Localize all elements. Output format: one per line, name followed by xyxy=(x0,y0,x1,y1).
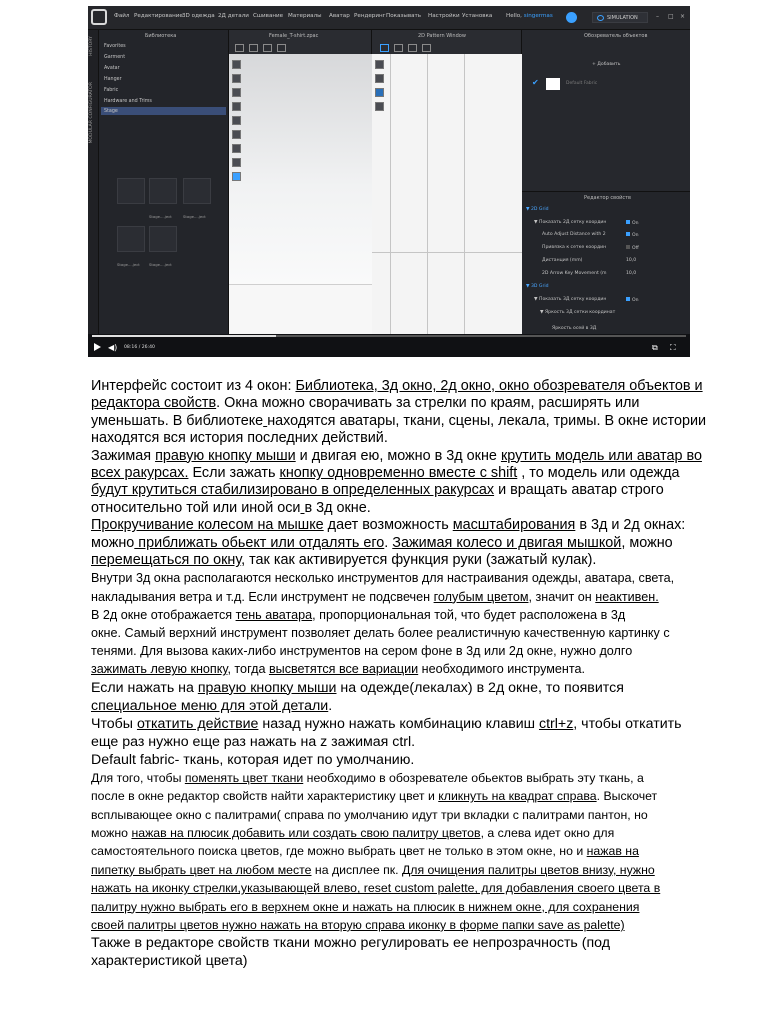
3d-toolbar xyxy=(229,30,371,54)
simulation-button[interactable]: SIMULATION xyxy=(592,12,648,23)
modular-configurator-tab[interactable]: MODULAR CONFIGURATOR xyxy=(89,82,94,144)
prop-row: ▼ Яркость 3Д сетки координат xyxy=(540,310,616,315)
text-line xyxy=(91,787,739,805)
underlined-text: высветятся все вариации xyxy=(268,662,419,677)
3d-window[interactable] xyxy=(229,30,372,348)
play-icon[interactable] xyxy=(94,343,101,351)
text-line xyxy=(91,879,739,897)
paragraph xyxy=(91,448,739,518)
text-line xyxy=(91,569,739,587)
2d-viewport[interactable] xyxy=(372,54,522,348)
text-line xyxy=(91,751,739,769)
text-run: в 3д окне. xyxy=(304,499,371,516)
underlined-text: кликнуть на квадрат справа xyxy=(438,789,597,804)
underlined-text: пипетку выбрать цвет на любом месте xyxy=(91,862,312,877)
prop-row: Auto Adjust Distance with 2 xyxy=(542,232,606,237)
text-line xyxy=(91,916,739,934)
text-run: . xyxy=(384,534,393,551)
2d-window[interactable] xyxy=(372,30,522,348)
library-selection-highlight xyxy=(101,107,226,115)
text-line xyxy=(91,624,739,642)
2d-window-title: 2D Pattern Window xyxy=(418,33,466,39)
menu-render[interactable]: Рендеринг xyxy=(354,13,386,19)
pip-icon[interactable]: ⧉ xyxy=(652,343,658,352)
prop-value[interactable]: On xyxy=(626,297,639,303)
text-line xyxy=(91,552,739,569)
text-run: . Выскочет xyxy=(596,789,658,804)
prop-row: 2D Arrow Key Movement (m xyxy=(542,271,607,276)
paragraph xyxy=(91,517,739,569)
prop-value[interactable]: On xyxy=(626,220,639,226)
underlined-text: нажав на плюсик добавить или создать свою палитру цветов xyxy=(131,825,481,840)
text-line xyxy=(91,395,739,412)
text-line xyxy=(91,934,739,952)
library-thumbnail[interactable] xyxy=(149,226,177,252)
underlined-text: зажимать левую кнопку xyxy=(91,662,228,677)
thumbnail-label: Stage....ject xyxy=(149,262,172,267)
menu-bar xyxy=(88,6,690,30)
user-greeting: Hello, singermas xyxy=(506,13,553,19)
text-run: уменьшать. В библиотеке xyxy=(91,412,264,429)
maximize-icon[interactable]: □ xyxy=(668,13,674,20)
library-item[interactable]: Hanger xyxy=(104,77,122,82)
text-run: Если нажать на xyxy=(91,679,198,696)
library-panel xyxy=(99,30,229,348)
text-run: Для того, чтобы xyxy=(91,770,185,785)
text-line xyxy=(91,448,739,465)
text-run: можно xyxy=(91,534,135,551)
prop-value[interactable]: 10,0 xyxy=(626,258,637,263)
text-line xyxy=(91,465,739,482)
prop-section[interactable]: ▼ 3D Grid xyxy=(526,284,549,289)
tool-icon[interactable] xyxy=(394,44,403,52)
prop-section[interactable]: ▼ 2D Grid xyxy=(526,207,549,212)
text-run: , значит он xyxy=(528,589,596,604)
menu-avatar[interactable]: Аватар xyxy=(329,13,350,19)
paragraph xyxy=(91,934,739,970)
library-item[interactable]: Fabric xyxy=(104,88,119,93)
thumbnail-label: Stage....ject xyxy=(183,214,206,219)
prop-row: ▼ Показать 3Д сетку координ xyxy=(534,297,607,302)
2d-tool-icon[interactable] xyxy=(375,60,384,69)
underlined-text: будут крутиться стабилизировано в определенных ракурсах xyxy=(91,482,495,499)
video-screenshot xyxy=(88,6,690,357)
library-item[interactable]: Garment xyxy=(104,55,126,60)
tool-icon[interactable] xyxy=(232,158,241,167)
underlined-text: приближать обьект или отдалять его xyxy=(134,534,385,551)
menu-display[interactable]: Показывать xyxy=(386,13,422,19)
checkbox-icon[interactable] xyxy=(626,232,630,236)
text-run: относительно той или иной оси xyxy=(91,499,301,516)
underlined-text: масштабирования xyxy=(452,517,576,534)
library-thumbnail[interactable] xyxy=(117,178,145,204)
text-line xyxy=(91,378,739,395)
text-line xyxy=(91,715,739,733)
2d-tool-icon[interactable] xyxy=(375,102,384,111)
grid-line xyxy=(464,54,465,348)
text-line xyxy=(91,679,739,697)
fullscreen-icon[interactable]: ⛶ xyxy=(670,343,676,352)
prop-row: Дистанция (mm) xyxy=(542,258,583,263)
prop-value[interactable]: 10,0 xyxy=(626,271,637,276)
underlined-text: правую кнопку мыши xyxy=(197,679,337,696)
menu-settings[interactable]: Настройки xyxy=(428,13,460,19)
object-browser-panel xyxy=(522,30,690,192)
library-item[interactable]: Stage xyxy=(104,109,118,114)
underlined-text: откатить действие xyxy=(136,715,259,732)
underlined-text: своей палитры цветов нужно нажать на вторую справа иконку в форме папки save as palette) xyxy=(91,917,625,932)
underlined-text: Для очищения палитры цветов внизу, нужно xyxy=(401,862,655,877)
grid-line xyxy=(427,54,428,348)
fabric-name[interactable]: Default Fabric xyxy=(566,81,598,86)
text-run: на дисплее пк. xyxy=(311,862,402,877)
text-run: Если зажать xyxy=(188,465,280,482)
3d-viewport[interactable] xyxy=(229,54,372,348)
grid-line xyxy=(390,54,391,348)
menu-sewing[interactable]: Сшивание xyxy=(253,13,284,19)
tool-icon[interactable] xyxy=(232,144,241,153)
underlined-text: правую кнопку мыши xyxy=(155,447,296,464)
text-line xyxy=(91,861,739,879)
thumbnail-label: Stage....ject xyxy=(149,214,172,219)
text-run: Внутри 3д окна располагаются несколько инструментов для настраивания одежды, аватара, света, xyxy=(91,571,675,586)
library-item[interactable]: Hardware and Trims xyxy=(104,99,152,104)
underlined-text: Прокручивание колесом на мышке xyxy=(91,517,324,534)
text-line xyxy=(91,535,739,552)
menu-2d-pattern[interactable]: 2Д детали xyxy=(218,13,249,19)
text-run: находятся вся история последних действий. xyxy=(91,430,388,447)
tool-icon[interactable] xyxy=(277,44,286,52)
property-editor-panel xyxy=(522,192,690,348)
2d-tool-icon[interactable] xyxy=(375,74,384,83)
grid-line xyxy=(372,252,522,253)
underlined-text: всех ракурсах. xyxy=(91,465,189,482)
text-run: можно xyxy=(91,825,132,840)
text-line xyxy=(91,482,739,499)
volume-icon[interactable]: ◀) xyxy=(108,343,118,352)
text-line xyxy=(91,500,739,517)
text-line xyxy=(91,733,739,751)
menu-file[interactable]: Файл xyxy=(114,13,130,19)
text-line xyxy=(91,952,739,970)
text-run: тенями. Для вызова каких-либо инструментов на сером фоне в 3д или 2д окне, нужно долго xyxy=(91,644,633,659)
text-line xyxy=(91,642,739,660)
video-player-bar xyxy=(88,334,690,357)
tool-icon[interactable] xyxy=(232,116,241,125)
text-run: , пропорциональная той, что будет расположена в 3д xyxy=(312,607,626,622)
library-item[interactable]: Avatar xyxy=(104,66,120,71)
text-run: еще раз нужно еще раз нажать на z зажимая ctrl. xyxy=(91,733,416,750)
text-line xyxy=(91,660,739,678)
library-thumbnail[interactable] xyxy=(117,226,145,252)
text-run: в 3д и 2д окнах: xyxy=(575,517,686,534)
tool-icon[interactable] xyxy=(422,44,431,52)
prop-value[interactable]: Off xyxy=(626,245,639,251)
menu-edit[interactable]: Редактирование xyxy=(134,13,183,19)
text-line xyxy=(91,430,739,447)
menu-3d-garment[interactable]: 3D одежда xyxy=(182,13,215,19)
tool-icon[interactable] xyxy=(232,172,241,181)
menu-install[interactable]: Установка xyxy=(462,13,493,19)
light-tool-icon[interactable] xyxy=(232,88,241,97)
wind-tool-icon[interactable] xyxy=(232,102,241,111)
text-run: находятся аватары, ткани, сцены, лекала, тримы. В окне истории xyxy=(267,412,707,429)
text-run: , то модель или одежда xyxy=(517,465,680,482)
text-run: Интерфейс состоит из 4 окон: xyxy=(91,378,296,394)
text-run: самостоятельного поиска цветов, где можно выбрать цвет не только в этом окне, но и xyxy=(91,844,587,859)
text-run: Зажимая xyxy=(91,447,156,464)
underlined-text: нажать на иконку стрелки,указывающей влево, reset custom palette, для добавления своего цвета в xyxy=(91,881,661,896)
close-icon[interactable]: × xyxy=(680,13,686,20)
text-run: и двигая ею, можно в 3д окне xyxy=(295,447,501,464)
underlined-text: нажав на xyxy=(586,844,639,859)
fabric-swatch[interactable] xyxy=(546,78,560,90)
text-run: , чтобы откатить xyxy=(573,715,682,732)
minimize-icon[interactable]: – xyxy=(656,13,659,20)
text-run: необходимого инструмента. xyxy=(418,662,586,677)
text-run: на одежде(лекалах) в 2д окне, то появится xyxy=(336,679,624,696)
text-run: . Окна можно сворачивать за стрелки по краям, расширять или xyxy=(216,395,640,412)
paragraph xyxy=(91,378,739,448)
property-editor-title: Редактор свойств xyxy=(584,195,631,201)
text-line xyxy=(91,806,739,824)
text-run: дает возможность xyxy=(323,517,453,534)
text-line xyxy=(91,588,739,606)
menu-materials[interactable]: Материалы xyxy=(288,13,322,19)
underlined-text: Зажимая колесо и двигая мышкой xyxy=(392,534,622,551)
3d-window-title: Female_T-shirt.zpac xyxy=(269,33,319,39)
text-run: , тогда xyxy=(227,662,269,677)
prop-value[interactable]: On xyxy=(626,232,639,238)
library-thumbnail[interactable] xyxy=(149,178,177,204)
text-line xyxy=(91,898,739,916)
paragraph xyxy=(91,679,739,769)
underlined-text: ctrl+z xyxy=(539,715,574,732)
app-logo-icon xyxy=(91,9,107,25)
prop-row: Яркость осей в 3Д xyxy=(552,326,597,331)
text-run: и вращать аватар строго xyxy=(494,482,664,499)
time-label: 08:16 / 26:40 xyxy=(124,345,155,350)
paragraph xyxy=(91,569,739,678)
text-run: характеристикой цвета) xyxy=(91,953,248,970)
document-body xyxy=(91,378,739,970)
render-tool-icon[interactable] xyxy=(232,60,241,69)
tool-icon[interactable] xyxy=(263,44,272,52)
tool-icon[interactable] xyxy=(249,44,258,52)
underlined-text: голубым цветом xyxy=(433,589,529,604)
underlined-text: перемещаться по окну xyxy=(91,552,242,569)
tool-icon[interactable] xyxy=(380,44,389,52)
text-line xyxy=(91,769,739,787)
tool-icon[interactable] xyxy=(232,130,241,139)
checkbox-icon[interactable] xyxy=(626,297,630,301)
text-line xyxy=(91,697,739,715)
text-line xyxy=(91,842,739,860)
text-run: Default fabric- ткань, которая идет по умолчанию. xyxy=(91,751,415,768)
prop-row: Привязка к сетке координ xyxy=(542,245,607,250)
add-button[interactable]: + Добавить xyxy=(592,62,621,67)
progress-fill xyxy=(92,335,276,337)
2d-toolbar xyxy=(372,30,521,54)
tool-icon[interactable] xyxy=(408,44,417,52)
user-avatar-icon[interactable] xyxy=(566,12,577,23)
underlined-text: поменять цвет ткани xyxy=(184,770,304,785)
prop-row: ▼ Показать 2Д сетку координ xyxy=(534,220,607,225)
text-line xyxy=(91,517,739,534)
underlined-text: неактивен. xyxy=(595,589,659,604)
text-run: всплывающее окно с палитрами( справа по умолчанию идут три вкладки с палитрами пантон, но xyxy=(91,807,648,822)
text-run: , а слева идет окно для xyxy=(480,825,615,840)
paragraph xyxy=(91,769,739,935)
underlined-text: тень аватара xyxy=(235,607,313,622)
history-tab[interactable]: HISTORY xyxy=(89,36,94,56)
2d-tool-icon[interactable] xyxy=(375,88,384,97)
text-run: . xyxy=(328,697,333,714)
library-item[interactable]: Favorites xyxy=(104,44,126,49)
underlined-text: Библиотека, 3д окно, 2д окно, окно обозревателя объектов и xyxy=(295,378,703,394)
text-run: назад нужно нажать комбинацию клавиш xyxy=(258,715,539,732)
underlined-text: палитру нужно выбрать его в верхнем окне и нажать на плюсик в нижнем окне, для сохранения xyxy=(91,899,640,914)
checkbox-icon[interactable] xyxy=(626,220,630,224)
text-run: накладывания ветра и т.д. Если инструмент не подсвечен xyxy=(91,589,434,604)
text-line xyxy=(91,606,739,624)
text-run: после в окне редактор свойств найти характеристику цвет и xyxy=(91,789,439,804)
side-tab-strip xyxy=(88,30,99,348)
underlined-text: специальное меню для этой детали xyxy=(91,697,329,714)
underlined-text: редактора свойств xyxy=(91,395,217,412)
underlined-text: кнопку одновременно вместе с shift xyxy=(279,465,518,482)
checkbox-icon[interactable] xyxy=(626,245,630,249)
text-run: В 2д окне отображается xyxy=(91,607,236,622)
checkmark-icon: ✔ xyxy=(532,78,539,87)
avatar-tool-icon[interactable] xyxy=(232,74,241,83)
object-browser-title: Обозреватель объектов xyxy=(584,33,648,39)
simulation-icon xyxy=(597,15,604,21)
underlined-text: крутить модель или аватар во xyxy=(500,447,702,464)
text-line xyxy=(91,413,739,430)
thumbnail-label: Stage....ject xyxy=(117,262,140,267)
text-run: необходимо в обозревателе обьектов выбрать эту ткань, а xyxy=(303,770,644,785)
text-run: Также в редакторе свойств ткани можно регулировать ее непрозрачность (под xyxy=(91,935,611,952)
text-run: окне. Самый верхний инструмент позволяет делать более реалистичную качественную картинку с xyxy=(91,626,670,641)
tool-icon[interactable] xyxy=(235,44,244,52)
text-run: Чтобы xyxy=(91,715,137,732)
text-run: , можно xyxy=(621,534,673,551)
library-thumbnail[interactable] xyxy=(183,178,211,204)
text-line xyxy=(91,824,739,842)
library-title: Библиотека xyxy=(145,33,177,39)
text-run: , так как активируется функция руки (зажатый кулак). xyxy=(241,552,597,569)
